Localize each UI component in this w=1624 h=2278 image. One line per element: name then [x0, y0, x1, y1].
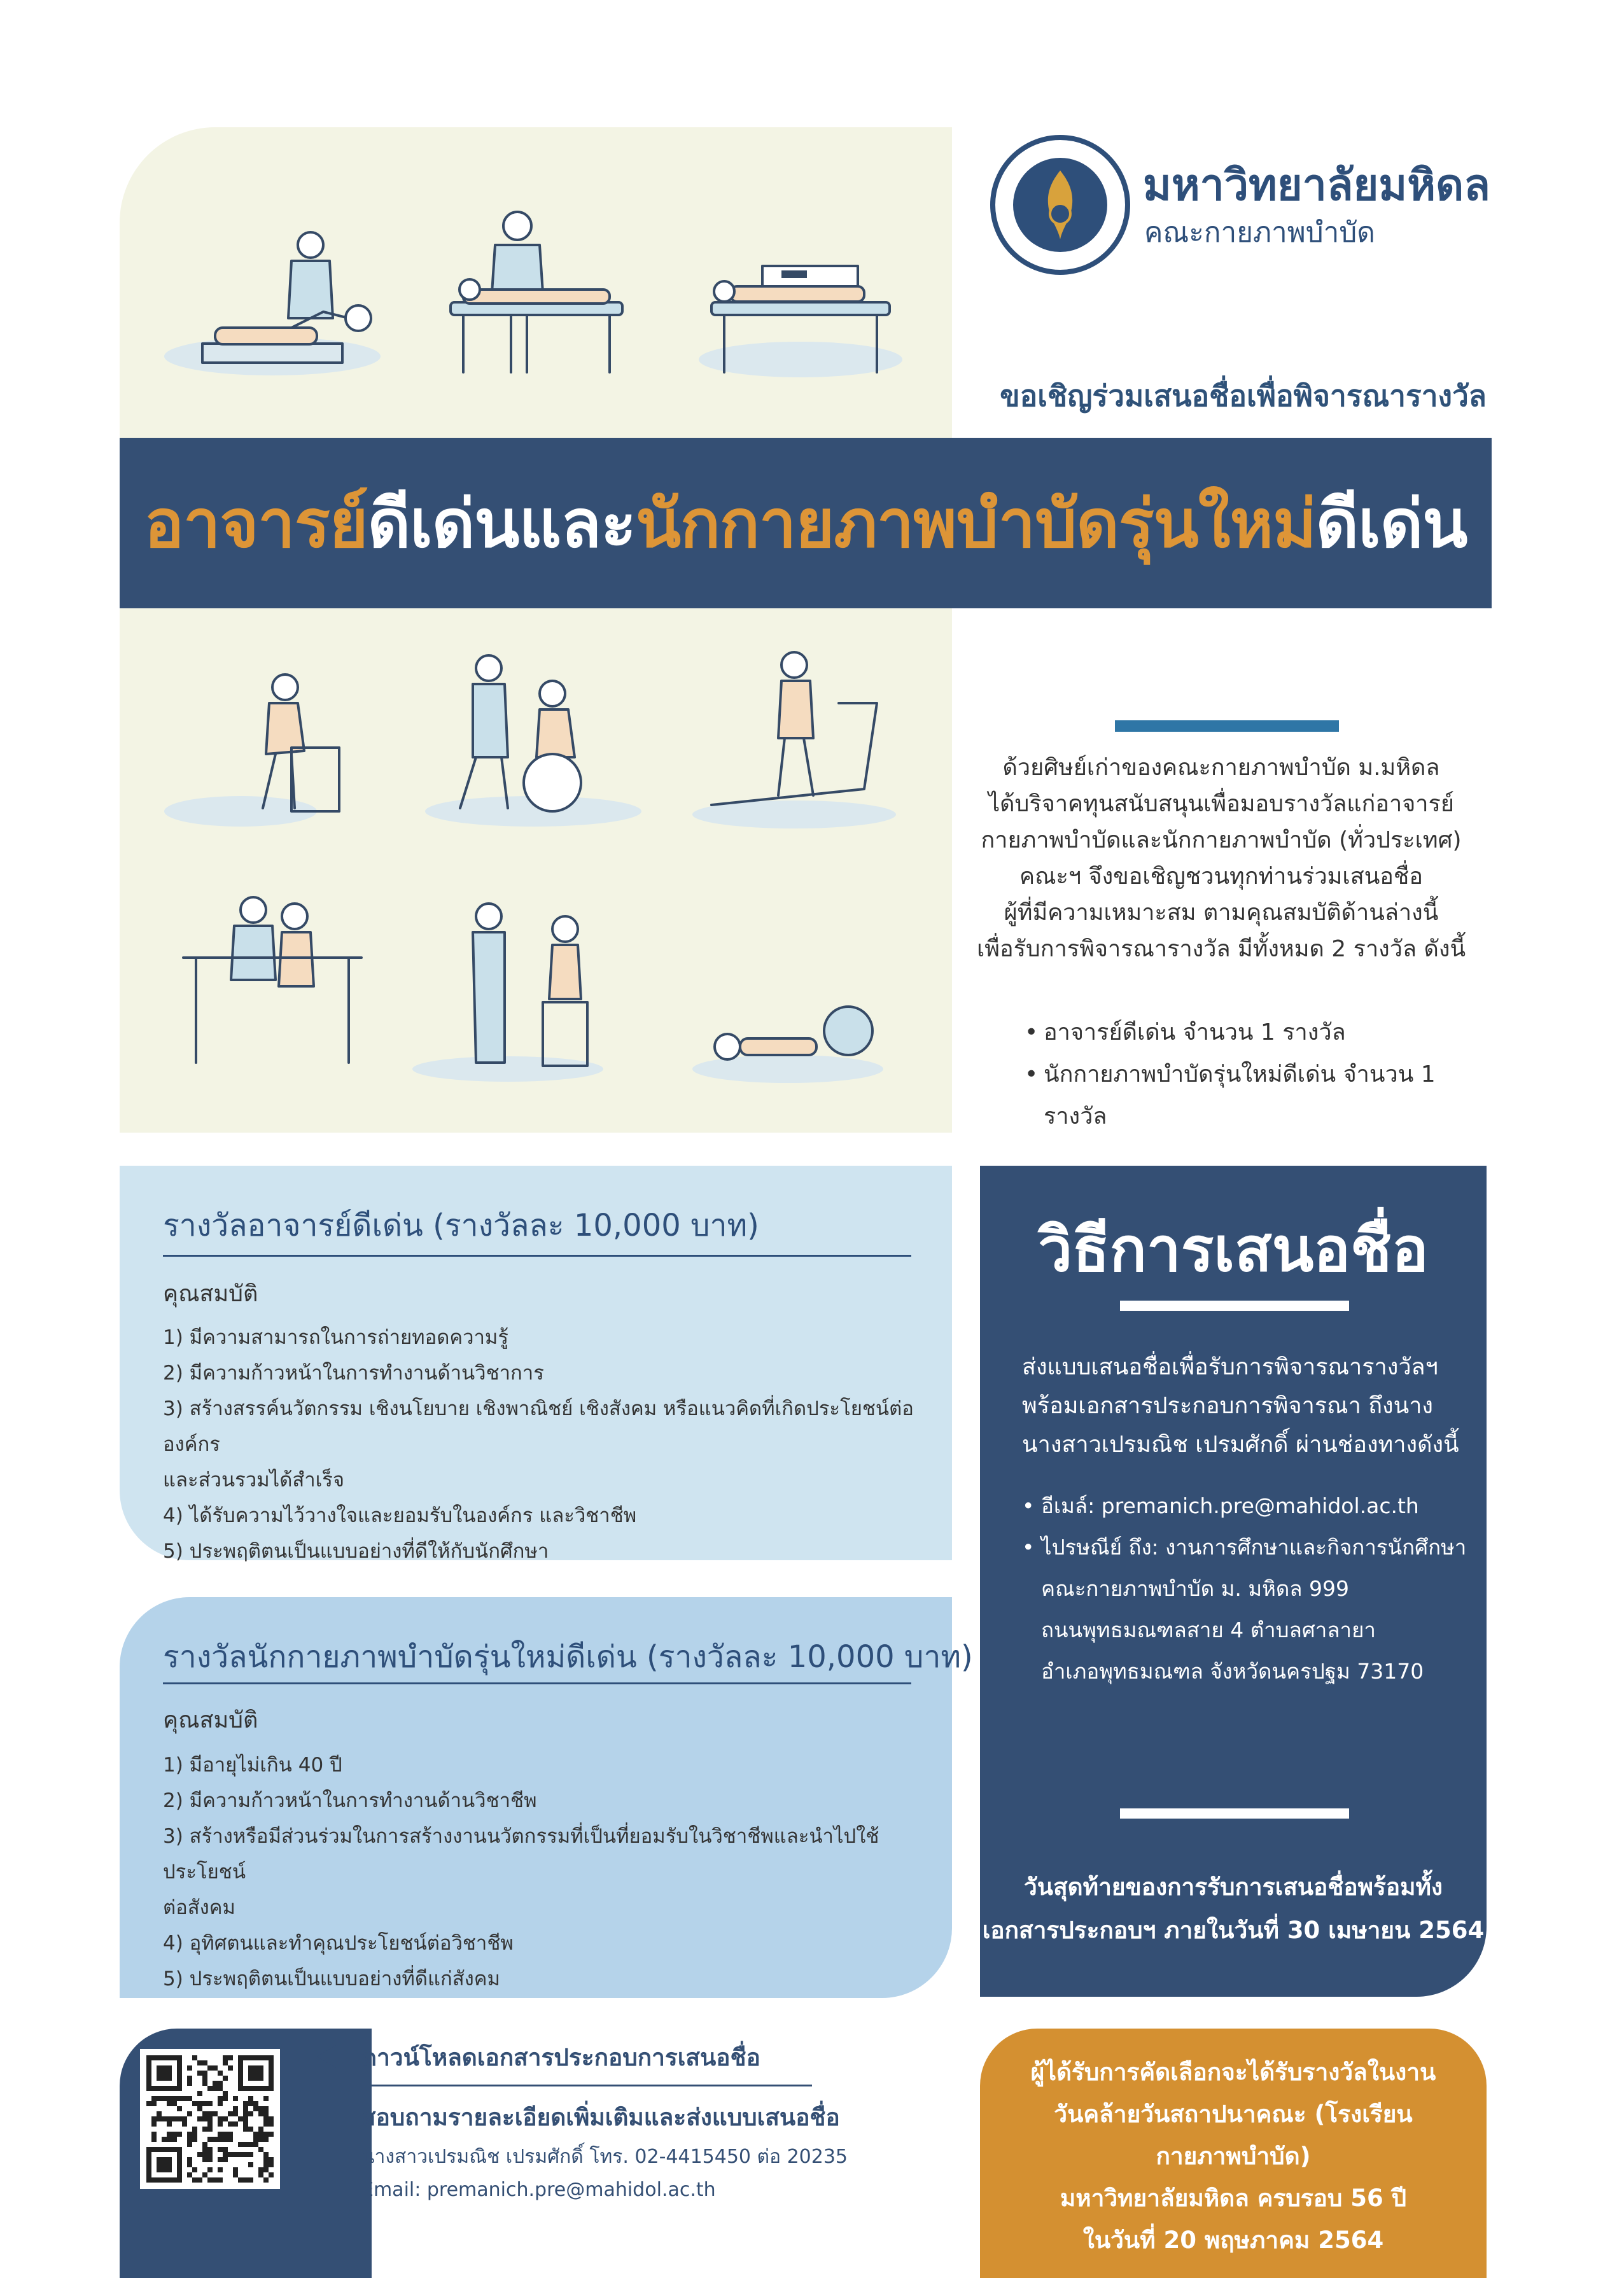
arrow-left-icon — [317, 2045, 336, 2068]
contact-heading: สอบถามรายละเอียดเพิ่มเติมและส่งแบบเสนอชื่อ — [361, 2104, 840, 2131]
intro-line: เพื่อรับการพิจารณารางวัล มีทั้งหมด 2 รางวัล ดังนี้ — [976, 936, 1466, 962]
email-channel: • อีเมล์: premanich.pre@mahidol.ac.th — [1022, 1485, 1480, 1527]
intro-line: กายภาพบำบัดและนักกายภาพบำบัด (ทั่วประเทศ) — [981, 827, 1462, 853]
list-item: 2) มีความก้าวหน้าในการทำงานด้านวิชาชีพ — [163, 1789, 537, 1812]
qualification-label: คุณสมบัติ — [163, 1707, 258, 1733]
nomination-instructions: ส่งแบบเสนอชื่อเพื่อรับการพิจารณารางวัลฯ พร้อมเอกสารประกอบการพิจารณา ถึงนาง นางสาวเปรมณิช เปรมศักดิ์ ผ่านช่องทางดังนี้ — [1022, 1354, 1459, 1458]
treadmill-illustration — [692, 652, 896, 828]
list-item: 4) อุทิศตนและทำคุณประโยชน์ต่อวิชาชีพ — [163, 1932, 514, 1955]
bullet-icon: • — [1025, 1019, 1039, 1045]
list-item: • อาจารย์ดีเด่น จำนวน 1 รางวัล — [1025, 1012, 1489, 1054]
intro-line: ด้วยศิษย์เก่าของคณะกายภาพบำบัด ม.มหิดล — [1002, 755, 1440, 781]
list-item: 4) ได้รับความไว้วางใจและยอมรับในองค์กร และวิชาชีพ — [163, 1504, 637, 1527]
download-divider — [361, 2085, 812, 2086]
bullet-icon: • — [1022, 1493, 1035, 1518]
illustration-panel — [120, 127, 952, 1133]
list-item: 5) ประพฤติตนเป็นแบบอย่างที่ดีให้กับนักศึกษา — [163, 1540, 549, 1563]
qualification-list — [163, 1747, 927, 1997]
contact-phone: นางสาวเปรมณิช เปรมศักดิ์ โทร. 02-4415450 ต่อ 20235 — [361, 2146, 848, 2168]
physiotherapy-illustrations — [120, 127, 952, 1133]
intro-line: คณะฯ จึงขอเชิญชวนทุกท่านร่วมเสนอชื่อ — [1019, 863, 1423, 890]
ceremony-notice-card — [980, 2029, 1487, 2278]
parallel-bars-illustration — [183, 897, 361, 1063]
faculty-name: คณะกายภาพบำบัด — [1144, 216, 1375, 249]
bullet-icon: • — [1022, 1535, 1035, 1560]
intro-line: ได้บริจาคทุนสนับสนุนเพื่อมอบรางวัลแก่อาจารย์ — [988, 791, 1454, 817]
qualification-list — [163, 1320, 927, 1569]
post-address-line: อำเภอพุทธมณฑล จังหวัดนครปฐม 73170 — [1041, 1659, 1424, 1684]
qr-code-icon[interactable] — [140, 2049, 280, 2189]
list-item: และส่วนรวมได้สำเร็จ — [163, 1469, 345, 1492]
seated-exercise-illustration — [412, 904, 603, 1082]
qualification-label: คุณสมบัติ — [163, 1281, 258, 1307]
young-physiotherapist-award-card — [120, 1597, 973, 1998]
list-item: 3) สร้างหรือมีส่วนร่วมในการสร้างงานนวัตกรรมที่เป็นที่ยอมรับในวิชาชีพและนำไปใช้ประโยชน์ — [163, 1825, 879, 1883]
title-banner — [120, 438, 1492, 608]
title-part-outstanding-and: ดีเด่นและ — [367, 484, 636, 563]
list-item: • นักกายภาพบำบัดรุ่นใหม่ดีเด่น จำนวน 1 รางวัล — [1025, 1054, 1489, 1138]
list-item: 3) สร้างสรรค์นวัตกรรม เชิงนโยบาย เชิงพาณิชย์ เชิงสังคม หรือแนวคิดที่เกิดประโยชน์ต่อองค์กร — [163, 1397, 914, 1456]
award-title: รางวัลอาจารย์ดีเด่น (รางวัลละ 10,000 บาท) — [163, 1208, 759, 1243]
award-divider — [163, 1255, 911, 1257]
massage-table-illustration — [451, 212, 622, 372]
walker-illustration — [164, 674, 339, 827]
post-address-line: คณะกายภาพบำบัด ม. มหิดล 999 — [1041, 1576, 1350, 1601]
intro-paragraph — [953, 750, 1489, 967]
post-address-line: ถนนพุทธมณฑลสาย 4 ตำบลศาลายา — [1041, 1618, 1376, 1642]
intro-divider — [1115, 720, 1339, 732]
wheelchair-illustration — [425, 655, 641, 827]
list-item: 2) มีความก้าวหน้าในการทำงานด้านวิชาการ — [163, 1362, 544, 1385]
intro-line: ผู้ที่มีความเหมาะสม ตามคุณสมบัติด้านล่างนี้ — [1004, 900, 1439, 926]
title-part-teacher: อาจารย์ — [144, 484, 368, 563]
bullet-icon: • — [1025, 1061, 1039, 1087]
award-title: รางวัลนักกายภาพบำบัดรุ่นใหม่ดีเด่น (รางวัลละ 10,000 บาท) — [163, 1639, 973, 1675]
nomination-method-card — [980, 1166, 1487, 1997]
invitation-headline: ขอเชิญร่วมเสนอชื่อเพื่อพิจารณารางวัล — [1000, 379, 1487, 413]
ceremony-text: ผู้ได้รับการคัดเลือกจะได้รับรางวัลในงาน วันคล้ายวันสถาปนาคณะ (โรงเรียนกายภาพบำบัด) มหาวิทยาลัยมหิดล ครบรอบ 56 ปี ในวันที่ 20 พฤษภาคม 2564 — [1030, 2058, 1436, 2254]
list-item: 1) มีความสามารถในการถ่ายทอดความรู้ — [163, 1326, 508, 1349]
floor-stretch-illustration — [164, 232, 381, 375]
title-part-outstanding: ดีเด่น — [1315, 484, 1467, 563]
page-title — [144, 471, 1467, 576]
nomination-divider — [1120, 1301, 1349, 1311]
title-part-young-physiotherapist: นักกายภาพบำบัดรุ่นใหม่ — [635, 484, 1316, 563]
list-item: 5) ประพฤติตนเป็นแบบอย่างที่ดีแก่สังคม — [163, 1967, 500, 1990]
list-item: 1) มีอายุไม่เกิน 40 ปี — [163, 1754, 342, 1777]
deadline-notice: วันสุดท้ายของการรับการเสนอชื่อพร้อมทั้ง เอกสารประกอบฯ ภายในวันที่ 30 เมษายน 2564 — [982, 1873, 1485, 1944]
contact-email-link[interactable]: Email: premanich.pre@mahidol.ac.th — [361, 2179, 716, 2201]
nomination-divider — [1120, 1808, 1349, 1819]
download-documents-link[interactable]: ดาวน์โหลดเอกสารประกอบการเสนอชื่อ — [361, 2044, 760, 2071]
post-channel: • ไปรษณีย์ ถึง: งานการศึกษาและกิจการนักศึกษา — [1022, 1527, 1480, 1568]
award-divider — [163, 1682, 911, 1684]
ball-exercise-illustration — [692, 1007, 883, 1083]
university-name: มหาวิทยาลัยมหิดล — [1143, 160, 1490, 211]
teacher-award-card — [120, 1166, 952, 1563]
award-count-list — [1025, 1012, 1489, 1138]
nomination-title: วิธีการเสนอชื่อ — [1038, 1214, 1429, 1285]
nomination-channels — [1022, 1485, 1480, 1692]
university-seal-logo — [988, 132, 1133, 277]
electrotherapy-illustration — [699, 266, 902, 377]
list-item: ต่อสังคม — [163, 1896, 235, 1919]
